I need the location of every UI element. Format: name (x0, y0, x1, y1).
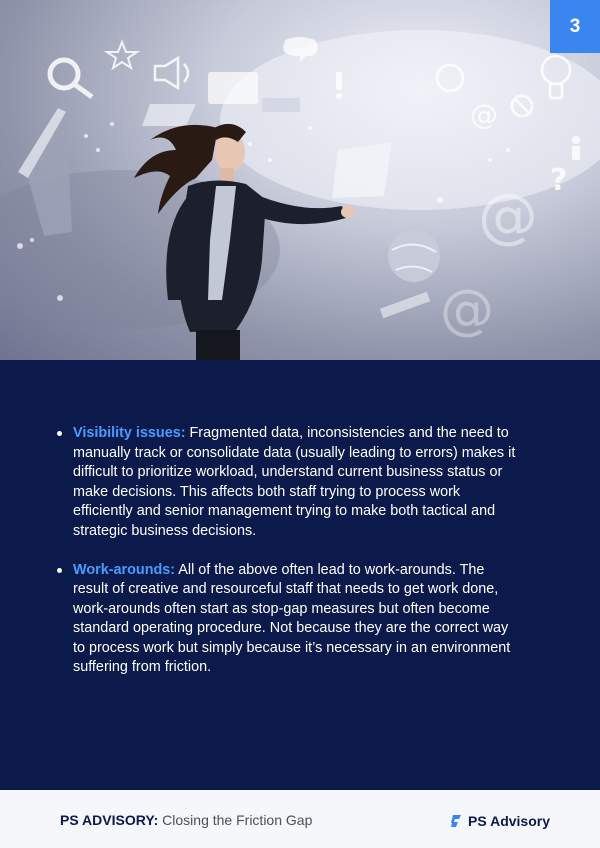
person-icon (572, 136, 580, 160)
bullet-dot (57, 431, 62, 436)
logo-mark-icon (450, 814, 464, 828)
logo-text: PS Advisory (468, 813, 550, 829)
list-item (56, 561, 516, 678)
bullet-term: Work-arounds: (73, 561, 176, 578)
svg-text:@: @ (440, 278, 494, 341)
footer-brand: PS ADVISORY: (60, 812, 159, 828)
megaphone-icon (155, 58, 188, 88)
hero-image (0, 0, 600, 360)
footer-title (60, 812, 312, 828)
star-icon (107, 42, 137, 68)
footer-subtitle: Closing the Friction Gap (158, 812, 313, 828)
logo (450, 813, 550, 829)
bullet-text: All of the above often lead to work-arounds. The result of creative and resourceful staff that needs to get work done, work-arounds often start as stop-gap measures but often become standard operating procedure. Not because they are the correct way to process work but simply because it’s necessary in an environment suffering from friction. (73, 561, 511, 675)
footer (0, 790, 600, 848)
bullet-list (56, 424, 516, 697)
bullet-text: Fragmented data, inconsistencies and the need to manually track or consolidate data (usually leading to errors) makes it difficult to prioritize workload, understand current business status or make decisions. This affects both staff trying to process work efficiently and senior management trying to make both tactical and strategic business decisions. (73, 425, 516, 539)
content-panel (0, 360, 600, 790)
page-number-badge: 3 (550, 0, 600, 53)
bullet-dot (57, 568, 62, 573)
question-icon: ? (550, 163, 568, 198)
svg-text:@: @ (478, 181, 538, 251)
exclamation-icon (336, 72, 342, 99)
search-icon (50, 60, 92, 97)
globe-icon (388, 230, 440, 282)
at-sign-icon: @ (470, 98, 498, 131)
bullet-term: Visibility issues: (73, 425, 186, 441)
list-item (56, 424, 516, 541)
hero-illustration (0, 0, 600, 360)
